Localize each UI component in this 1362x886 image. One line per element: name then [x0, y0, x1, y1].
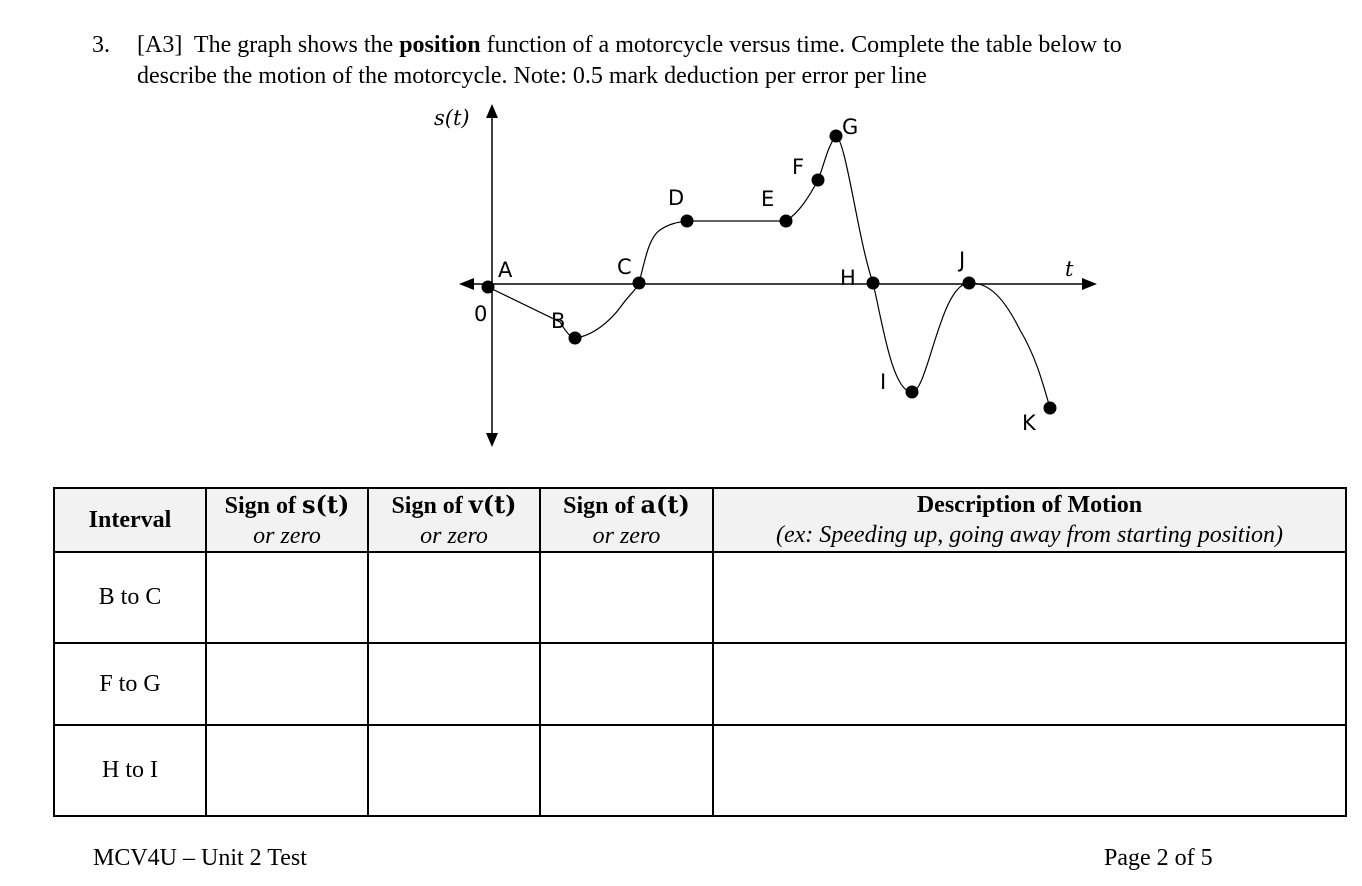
header-sign-a-prefix: Sign of [563, 492, 641, 519]
header-sign-a-sub: or zero [592, 522, 661, 549]
header-sign-a-math: a(t) [640, 489, 690, 519]
point-e-label: E [761, 187, 775, 211]
point-j-marker [963, 277, 976, 290]
answer-cell-sign-a[interactable] [540, 643, 713, 725]
question-text-before: The graph shows the [193, 32, 394, 58]
point-g-label: G [842, 115, 859, 139]
answer-cell-sign-v[interactable] [368, 643, 540, 725]
position-curve [488, 136, 1050, 408]
header-description-label: Description of Motion [916, 492, 1143, 518]
point-d-marker [681, 215, 694, 228]
point-e-marker [780, 215, 793, 228]
point-g-marker [830, 130, 843, 143]
y-axis-up-arrow-icon [486, 104, 498, 118]
row-interval: H to I [54, 725, 206, 816]
row-interval: B to C [54, 552, 206, 643]
footer-page-number: Page 2 of 5 [1104, 845, 1213, 871]
header-sign-s-sub: or zero [253, 522, 321, 549]
answer-cell-sign-s[interactable] [206, 725, 368, 816]
table-row [54, 725, 1346, 816]
point-j-label: J [959, 248, 966, 272]
question-tag: [A3] [137, 32, 183, 58]
point-a-marker [482, 281, 495, 294]
header-description-sub: (ex: Speeding up, going away from starting position) [775, 522, 1284, 548]
table-row [54, 552, 1346, 643]
table-row [54, 643, 1346, 725]
question-number: 3. [92, 32, 110, 58]
header-sign-v-math: v(t) [468, 489, 517, 519]
header-sign-s-math: s(t) [302, 489, 350, 519]
answer-cell-description[interactable] [713, 725, 1346, 816]
point-c-marker [633, 277, 646, 290]
header-sign-s-prefix: Sign of [224, 492, 303, 519]
answer-cell-sign-a[interactable] [540, 552, 713, 643]
row-interval: F to G [54, 643, 206, 725]
point-d-label: D [668, 186, 685, 210]
point-i-label: I [880, 370, 887, 394]
point-k-marker [1044, 402, 1057, 415]
header-sign-v-sub: or zero [420, 522, 488, 549]
x-axis-right-arrow-icon [1082, 278, 1097, 290]
point-k-label: K [1022, 411, 1036, 435]
answer-cell-sign-a[interactable] [540, 725, 713, 816]
question-text-after: function of a motorcycle versus time. Complete the table below to [486, 32, 1122, 58]
point-b-marker [569, 332, 582, 345]
table-header-row [54, 488, 1346, 552]
origin-label: 0 [474, 302, 488, 326]
point-f-label: F [792, 155, 805, 179]
header-interval-label: Interval [88, 507, 172, 533]
point-h-marker [867, 277, 880, 290]
answer-cell-description[interactable] [713, 643, 1346, 725]
header-interval [54, 488, 206, 552]
point-h-label: H [840, 266, 856, 290]
x-axis-label: t [1065, 257, 1074, 281]
point-f-marker [812, 174, 825, 187]
point-c-label: C [617, 255, 632, 279]
header-sign-v-prefix: Sign of [391, 492, 469, 519]
header-sign-a [540, 488, 713, 552]
answer-cell-sign-s[interactable] [206, 643, 368, 725]
header-description [713, 488, 1346, 552]
point-i-marker [906, 386, 919, 399]
y-axis-down-arrow-icon [486, 433, 498, 447]
y-axis-label: s(t) [434, 106, 470, 130]
answer-cell-sign-s[interactable] [206, 552, 368, 643]
answer-cell-description[interactable] [713, 552, 1346, 643]
question-text-line2: describe the motion of the motorcycle. Note: 0.5 mark deduction per error per line [137, 63, 927, 89]
answer-cell-sign-v[interactable] [368, 725, 540, 816]
question-bold-word: position [399, 32, 481, 58]
header-sign-v [368, 488, 540, 552]
answer-cell-sign-v[interactable] [368, 552, 540, 643]
point-b-label: B [551, 309, 566, 333]
motion-table [53, 487, 1347, 817]
footer-course: MCV4U – Unit 2 Test [93, 845, 307, 871]
point-a-label: A [498, 258, 513, 282]
header-sign-s [206, 488, 368, 552]
x-axis-left-arrow-icon [459, 278, 474, 290]
